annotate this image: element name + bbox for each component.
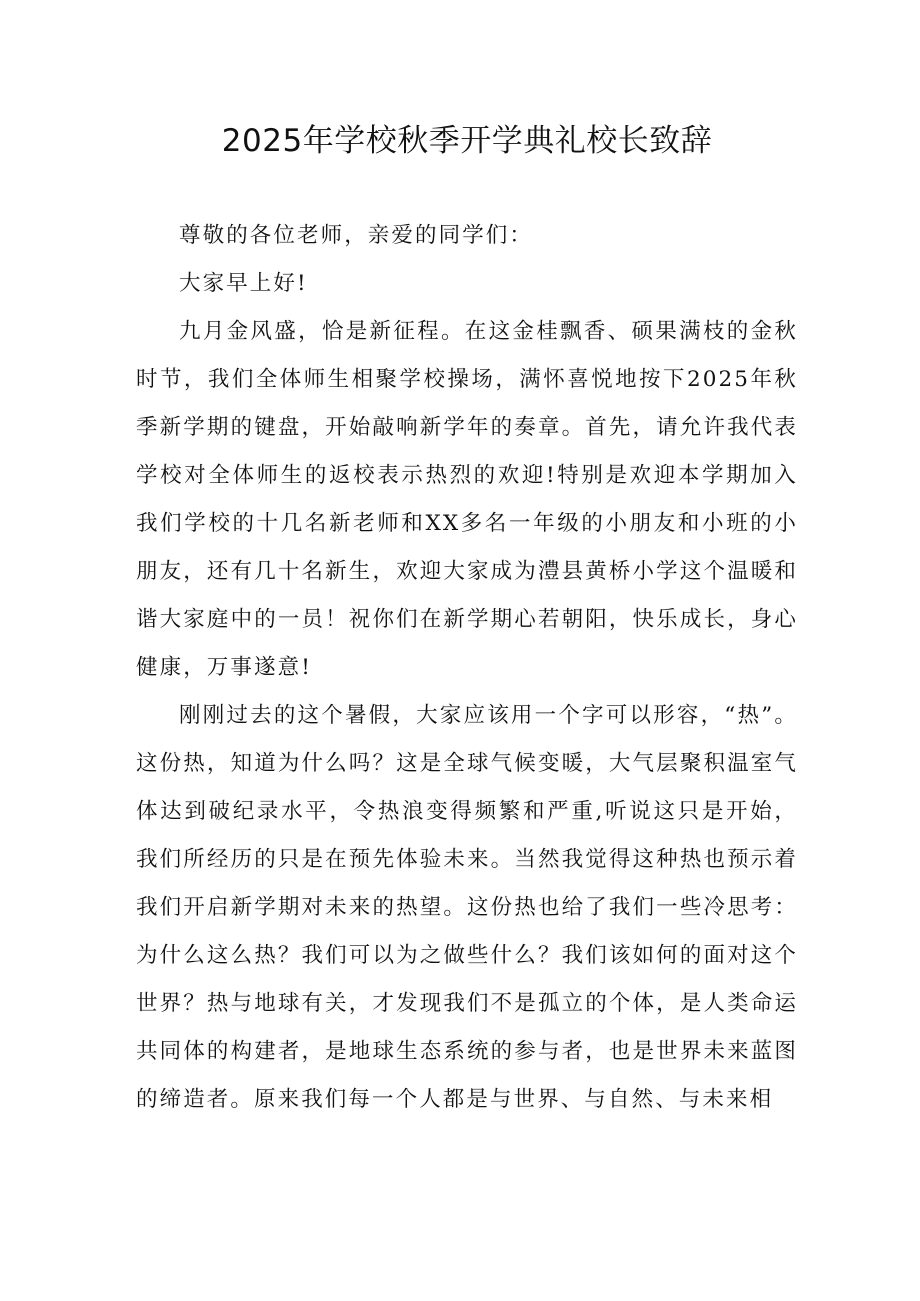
document-title: 2025年学校秋季开学典礼校长致辞 <box>221 123 713 159</box>
paragraph-salutation: 尊敬的各位老师，亲爱的同学们： <box>179 223 534 248</box>
paragraph-greeting: 大家早上好! <box>179 271 308 296</box>
document-body <box>136 212 798 1124</box>
paragraph-summer-heat: 刚刚过去的这个暑假，大家应该用一个字可以形容，“热”。这份热，知道为什么吗？这是全球气候变暖，大气层聚积温室气体达到破纪录水平，令热浪变得频繁和严重,听说这只是开始，我们所经历的只是在预先体验未来。当然我觉得这种热也预示着我们开启新学期对未来的热望。这份热也给了我们一些冷思考：为什么这么热？我们可以为之做些什么？我们该如何的面对这个世界？热与地球有关，才发现我们不是孤立的个体，是人类命运共同体的构建者，是地球生态系统的参与者，也是世界未来蓝图的缔造者。原来我们每一个人都是与世界、与自然、与未来相 <box>136 703 798 1112</box>
paragraph-welcome: 九月金风盛，恰是新征程。在这金桂飘香、硕果满枝的金秋时节，我们全体师生相聚学校操场，满怀喜悦地按下2025年秋季新学期的键盘，开始敲响新学年的奏章。首先，请允许我代表学校对全体师生的返校表示热烈的欢迎!特别是欢迎本学期加入我们学校的十几名新老师和XX多名一年级的小朋友和小班的小朋友，还有几十名新生，欢迎大家成为澧县黄桥小学这个温暖和谐大家庭中的一员！祝你们在新学期心若朝阳，快乐成长，身心健康，万事遂意! <box>136 319 798 680</box>
